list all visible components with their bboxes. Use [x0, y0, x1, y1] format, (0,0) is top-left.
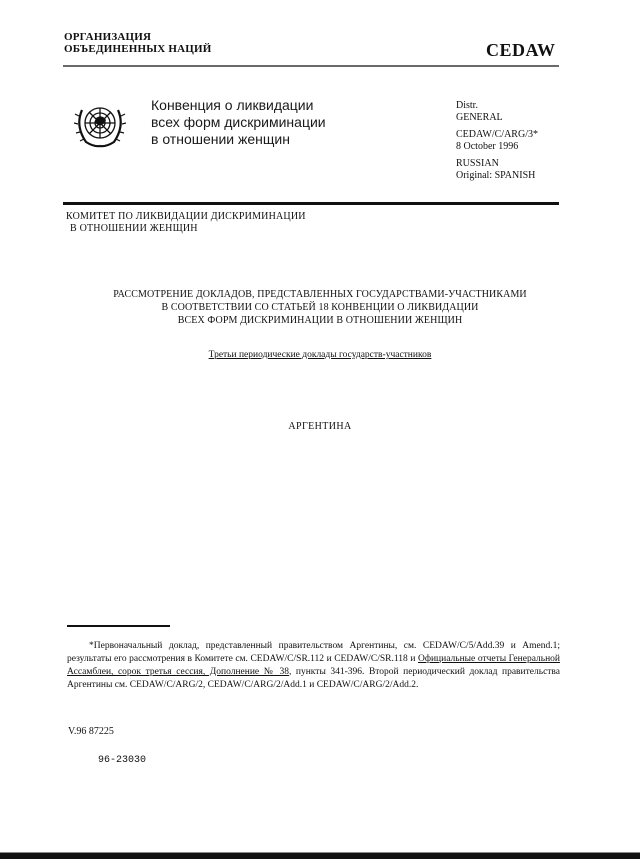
- convention-title-line2: всех форм дискриминации: [151, 114, 326, 130]
- original-language: Original: SPANISH: [456, 170, 536, 181]
- footnote-divider: [67, 625, 170, 627]
- un-emblem-icon: [72, 100, 128, 150]
- consideration-title-line2: В СООТВЕТСТВИИ СО СТАТЬЕЙ 18 КОНВЕНЦИИ О ЛИКВИДАЦИИ: [161, 302, 479, 313]
- distribution-block: [456, 100, 538, 182]
- cedaw-logo: CEDAW: [486, 40, 556, 60]
- footnote-text-part1: *Первоначальный доклад, представленный правительством Аргентины, см. CEDAW/C/5/Add.39 и Amend.1; результаты его рассмотрения в Комитете см. CEDAW/C/SR.112 и CEDAW/C/SR.118 и: [67, 641, 560, 664]
- distribution-label: Distr.: [456, 100, 478, 111]
- header-divider: [63, 65, 559, 67]
- consideration-title: [60, 288, 580, 327]
- footnote: [67, 640, 560, 692]
- convention-title: [151, 97, 326, 148]
- organization-name: [64, 31, 212, 55]
- convention-title-line1: Конвенция о ликвидации: [151, 97, 314, 113]
- footnote-official-records: Официальные отчеты Генеральной Ассамблеи, сорок третья сессия, Дополнение № 38: [67, 654, 560, 677]
- document-symbol: CEDAW/C/ARG/3*: [456, 129, 538, 140]
- committee-name-line2: В ОТНОШЕНИИ ЖЕНЩИН: [70, 223, 198, 234]
- footnote-text-part2: , пункты 341-396. Второй периодический доклад правительства Аргентины см. CEDAW/C/ARG/2, CEDAW/C/ARG/2/Add.1 и CEDAW/C/ARG/2/Add.2.: [67, 667, 561, 690]
- organization-name-line1: ОРГАНИЗАЦИЯ: [64, 31, 152, 43]
- document-code: V.96 87225: [68, 726, 114, 737]
- distribution-value: GENERAL: [456, 112, 503, 123]
- title-divider: [63, 202, 559, 205]
- committee-name: [66, 211, 306, 235]
- consideration-title-line3: ВСЕХ ФОРМ ДИСКРИМИНАЦИИ В ОТНОШЕНИИ ЖЕНЩИН: [177, 315, 463, 326]
- document-date: 8 October 1996: [456, 141, 519, 152]
- job-number: 96-23030: [98, 755, 147, 766]
- committee-name-line1: КОМИТЕТ ПО ЛИКВИДАЦИИ ДИСКРИМИНАЦИИ: [66, 211, 306, 222]
- document-language: RUSSIAN: [456, 158, 499, 169]
- organization-name-line2: ОБЪЕДИНЕННЫХ НАЦИЙ: [64, 43, 212, 55]
- convention-title-line3: в отношении женщин: [151, 131, 290, 147]
- consideration-title-line1: РАССМОТРЕНИЕ ДОКЛАДОВ, ПРЕДСТАВЛЕННЫХ ГОСУДАРСТВАМИ-УЧАСТНИКАМИ: [113, 289, 527, 300]
- reports-subtitle: Третьи периодические доклады государств-участников: [208, 350, 432, 360]
- country-name: АРГЕНТИНА: [288, 421, 352, 432]
